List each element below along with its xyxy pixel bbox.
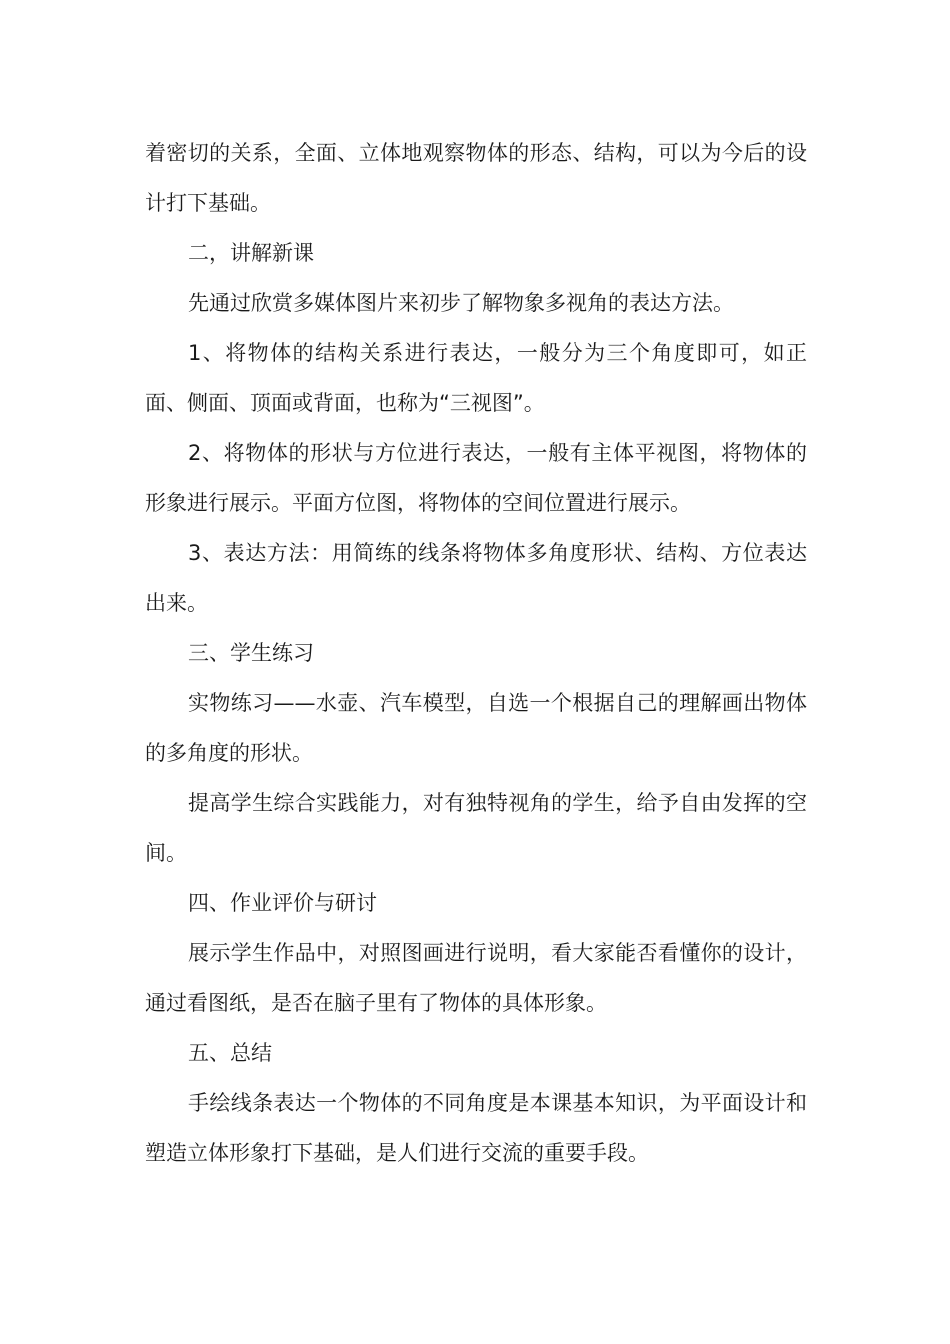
paragraph-point-1: 1、将物体的结构关系进行表达，一般分为三个角度即可，如正面、侧面、顶面或背面，也称为“三视图”。 bbox=[145, 341, 807, 415]
paragraph-evaluation: 展示学生作品中，对照图画进行说明，看大家能否看懂你的设计，通过看图纸，是否在脑子里有了物体的具体形象。 bbox=[145, 941, 807, 1015]
document-body bbox=[145, 128, 807, 1178]
section-heading-5: 五、总结 bbox=[188, 1041, 272, 1065]
section-heading-2: 二，讲解新课 bbox=[188, 241, 314, 265]
paragraph-summary: 手绘线条表达一个物体的不同角度是本课基本知识，为平面设计和塑造立体形象打下基础，是人们进行交流的重要手段。 bbox=[145, 1091, 807, 1165]
paragraph-continuation: 着密切的关系，全面、立体地观察物体的形态、结构，可以为今后的设计打下基础。 bbox=[145, 141, 807, 215]
section-heading-3: 三、学生练习 bbox=[188, 641, 314, 665]
paragraph-intro: 先通过欣赏多媒体图片来初步了解物象多视角的表达方法。 bbox=[188, 291, 734, 315]
paragraph-ability: 提高学生综合实践能力，对有独特视角的学生，给予自由发挥的空间。 bbox=[145, 791, 807, 865]
paragraph-point-2: 2、将物体的形状与方位进行表达，一般有主体平视图，将物体的形象进行展示。平面方位图，将物体的空间位置进行展示。 bbox=[145, 441, 807, 515]
paragraph-practice: 实物练习——水壶、汽车模型，自选一个根据自己的理解画出物体的多角度的形状。 bbox=[145, 691, 807, 765]
paragraph-point-3: 3、表达方法：用简练的线条将物体多角度形状、结构、方位表达出来。 bbox=[145, 541, 807, 615]
section-heading-4: 四、作业评价与研讨 bbox=[188, 891, 377, 915]
